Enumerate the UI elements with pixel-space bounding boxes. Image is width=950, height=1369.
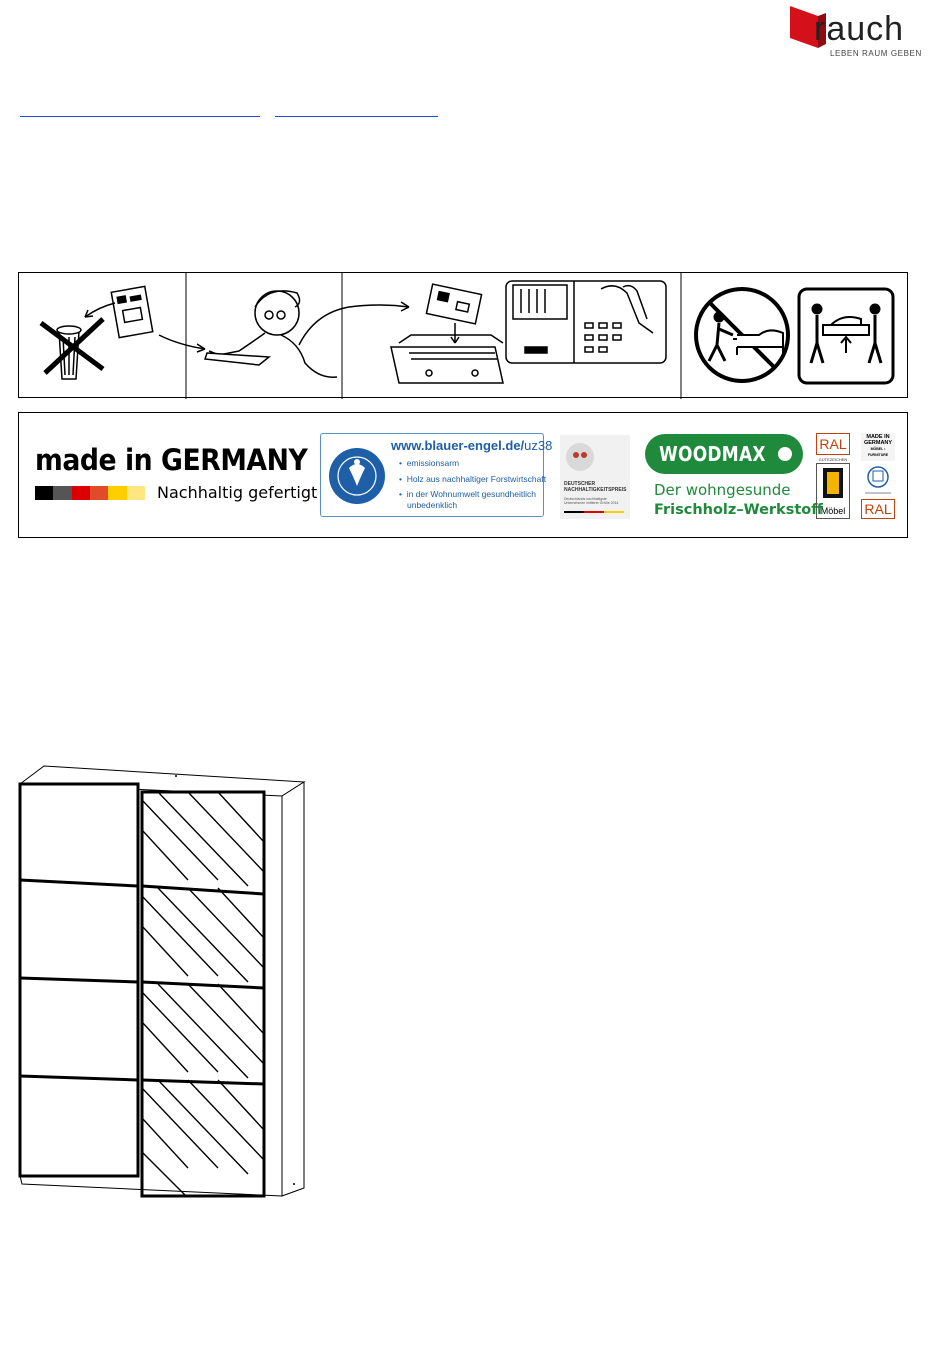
blauer-engel-point: • emissionsarm [399,458,460,468]
nachhaltigkeitspreis-sub: Deutschlands nachhaltigste Unternehmen mittlerer Größe 2014 [564,497,619,505]
woodmax-name: WOODMAX [659,442,766,466]
blauer-engel-point: • in der Wohnumwelt gesundheitlich [399,489,537,499]
blauer-engel-url: www.blauer-engel.de/uz38 [391,438,553,453]
woodmax-line2: Frischholz–Werkstoff [654,502,823,518]
moebel-text: Möbel [820,506,846,516]
blauer-engel-label [320,433,553,517]
germany-flag-bar [35,486,145,500]
woodmax-badge [645,434,803,474]
rauch-logo [786,2,922,62]
certificate-strip [18,412,908,538]
nachhaltigkeitspreis-label [560,435,630,519]
ral-text-2: RAL [861,499,895,519]
ral-text: RAL [816,433,850,455]
pictogram-strip [18,272,908,398]
nachhaltigkeitspreis-title: DEUTSCHER NACHHALTIGKEITSPREIS [564,481,627,493]
blauer-engel-icon [327,438,387,514]
woodmax-dot-icon [775,444,795,464]
ral-made-in-germany-label [861,433,895,519]
wardrobe-illustration [18,760,318,1209]
made-in-germany-title: made in GERMANY [35,443,308,477]
goldenes-m-icon [816,463,850,519]
blauer-engel-point: unbedenklich [407,500,458,510]
read-instructions-icon [205,291,409,377]
rmig-seal-icon [861,463,895,497]
nachhaltigkeitspreis-icon [560,435,630,479]
do-not-discard-icon [41,286,205,379]
link-1[interactable] [20,116,260,117]
keep-instructions-icon [391,281,666,383]
blauer-engel-point: • Holz aus nachhaltiger Forstwirtschaft [399,474,547,484]
made-in-germany-subtitle: Nachhaltig gefertigt [157,483,318,502]
link-2[interactable] [275,116,438,117]
logo-tagline: LEBEN RAUM GEBEN [830,49,922,58]
lift-furniture-icon [799,289,893,383]
rmig-text: MADE IN GERMANY MÖBEL • FURNITURE [863,434,893,457]
nachhaltigkeitspreis-flag [564,511,624,513]
woodmax-line1: Der wohngesunde [654,481,791,499]
guetezeichen-text: GÜTEZEICHEN [818,457,848,462]
do-not-drag-icon [696,289,788,381]
ral-goldenes-m-label [816,433,850,519]
logo-word: rauch [814,10,905,48]
wardrobe-drawing [18,760,318,1204]
